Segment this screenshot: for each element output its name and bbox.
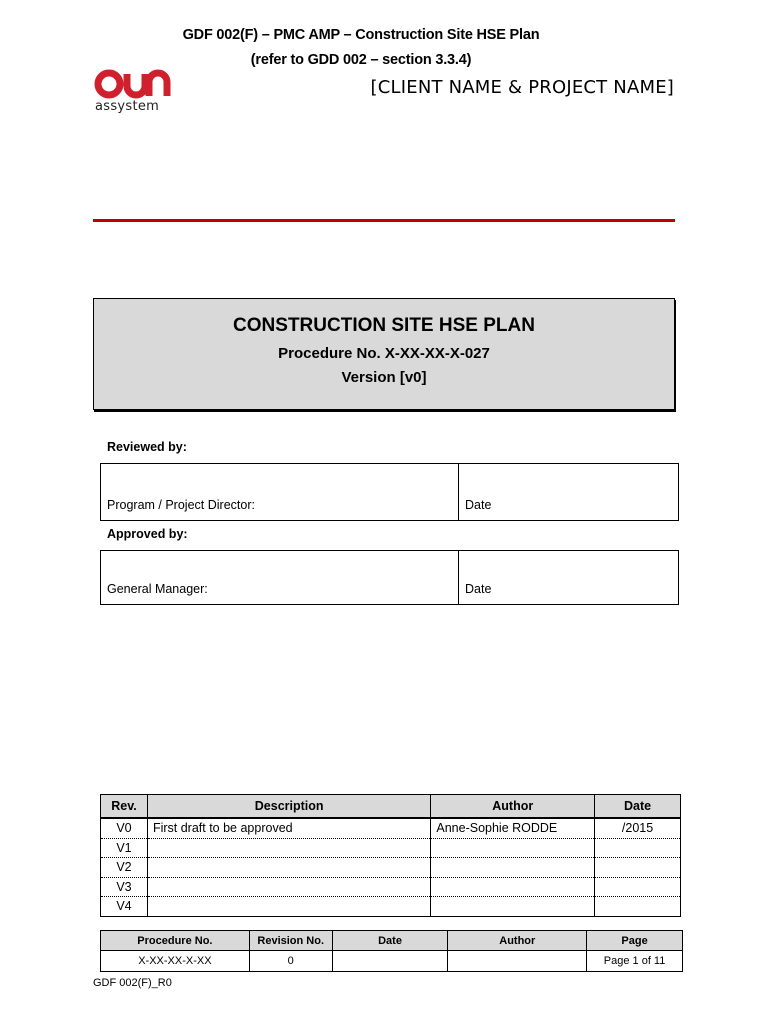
footer-date-header: Date [332,931,448,951]
date-cell [595,897,681,917]
table-row [101,818,681,838]
author-cell [431,838,595,858]
approver-role: General Manager: [107,582,208,596]
approved-signature-table [100,550,679,605]
page-header: Page [587,931,683,951]
reviewer-role: Program / Project Director: [107,498,255,512]
title-box [93,298,675,410]
page-value: Page 1 of 11 [587,951,683,972]
reviewed-signature-table [100,463,679,521]
reviewer-date-cell[interactable] [459,464,678,520]
document-title: CONSTRUCTION SITE HSE PLAN [233,315,535,336]
approver-role-cell[interactable] [101,551,459,604]
description-cell [147,877,430,897]
red-divider [93,219,675,222]
author-header: Author [431,795,595,819]
approved-by-label: Approved by: [107,527,188,541]
procedure-no-header: Procedure No. [101,931,250,951]
author-cell [431,877,595,897]
procedure-no-value: X-XX-XX-X-XX [101,951,250,972]
header-line-2: (refer to GDD 002 – section 3.3.4) [250,52,472,68]
description-cell [147,858,430,878]
table-row [101,897,681,917]
description-cell [147,897,430,917]
description-cell [147,838,430,858]
reviewed-by-label: Reviewed by: [107,440,187,454]
rev-header: Rev. [101,795,148,819]
approver-date-cell[interactable] [459,551,678,604]
revision-no-value: 0 [249,951,332,972]
logo-mark-icon [94,66,174,100]
table-row [101,858,681,878]
description-header: Description [147,795,430,819]
reviewer-date-label: Date [465,498,492,512]
description-cell: First draft to be approved [147,818,430,838]
version-label: Version [v0] [341,369,427,386]
revision-no-header: Revision No. [249,931,332,951]
date-cell [595,838,681,858]
date-cell [595,858,681,878]
assystem-logo [94,66,174,116]
date-cell: /2015 [595,818,681,838]
author-cell [431,897,595,917]
footer-date-value [332,951,448,972]
author-cell: Anne-Sophie RODDE [431,818,595,838]
table-row [101,877,681,897]
approver-date-label: Date [465,582,492,596]
header-line-1: GDF 002(F) – PMC AMP – Construction Site HSE Plan [182,27,540,43]
procedure-number: Procedure No. X-XX-XX-X-027 [278,345,490,362]
form-code: GDF 002(F)_R0 [93,977,172,989]
revision-table [100,794,681,917]
rev-cell: V1 [101,838,148,858]
table-row [101,838,681,858]
date-cell [595,877,681,897]
date-header: Date [595,795,681,819]
rev-cell: V4 [101,897,148,917]
reviewer-role-cell[interactable] [101,464,459,520]
author-cell [431,858,595,878]
logo-wordmark: assystem [95,99,160,114]
footer-author-value [448,951,587,972]
rev-cell: V0 [101,818,148,838]
footer-author-header: Author [448,931,587,951]
client-project-name: [CLIENT NAME & PROJECT NAME] [370,77,674,98]
table-row [101,951,683,972]
rev-cell: V3 [101,877,148,897]
rev-cell: V2 [101,858,148,878]
footer-table [100,930,683,972]
